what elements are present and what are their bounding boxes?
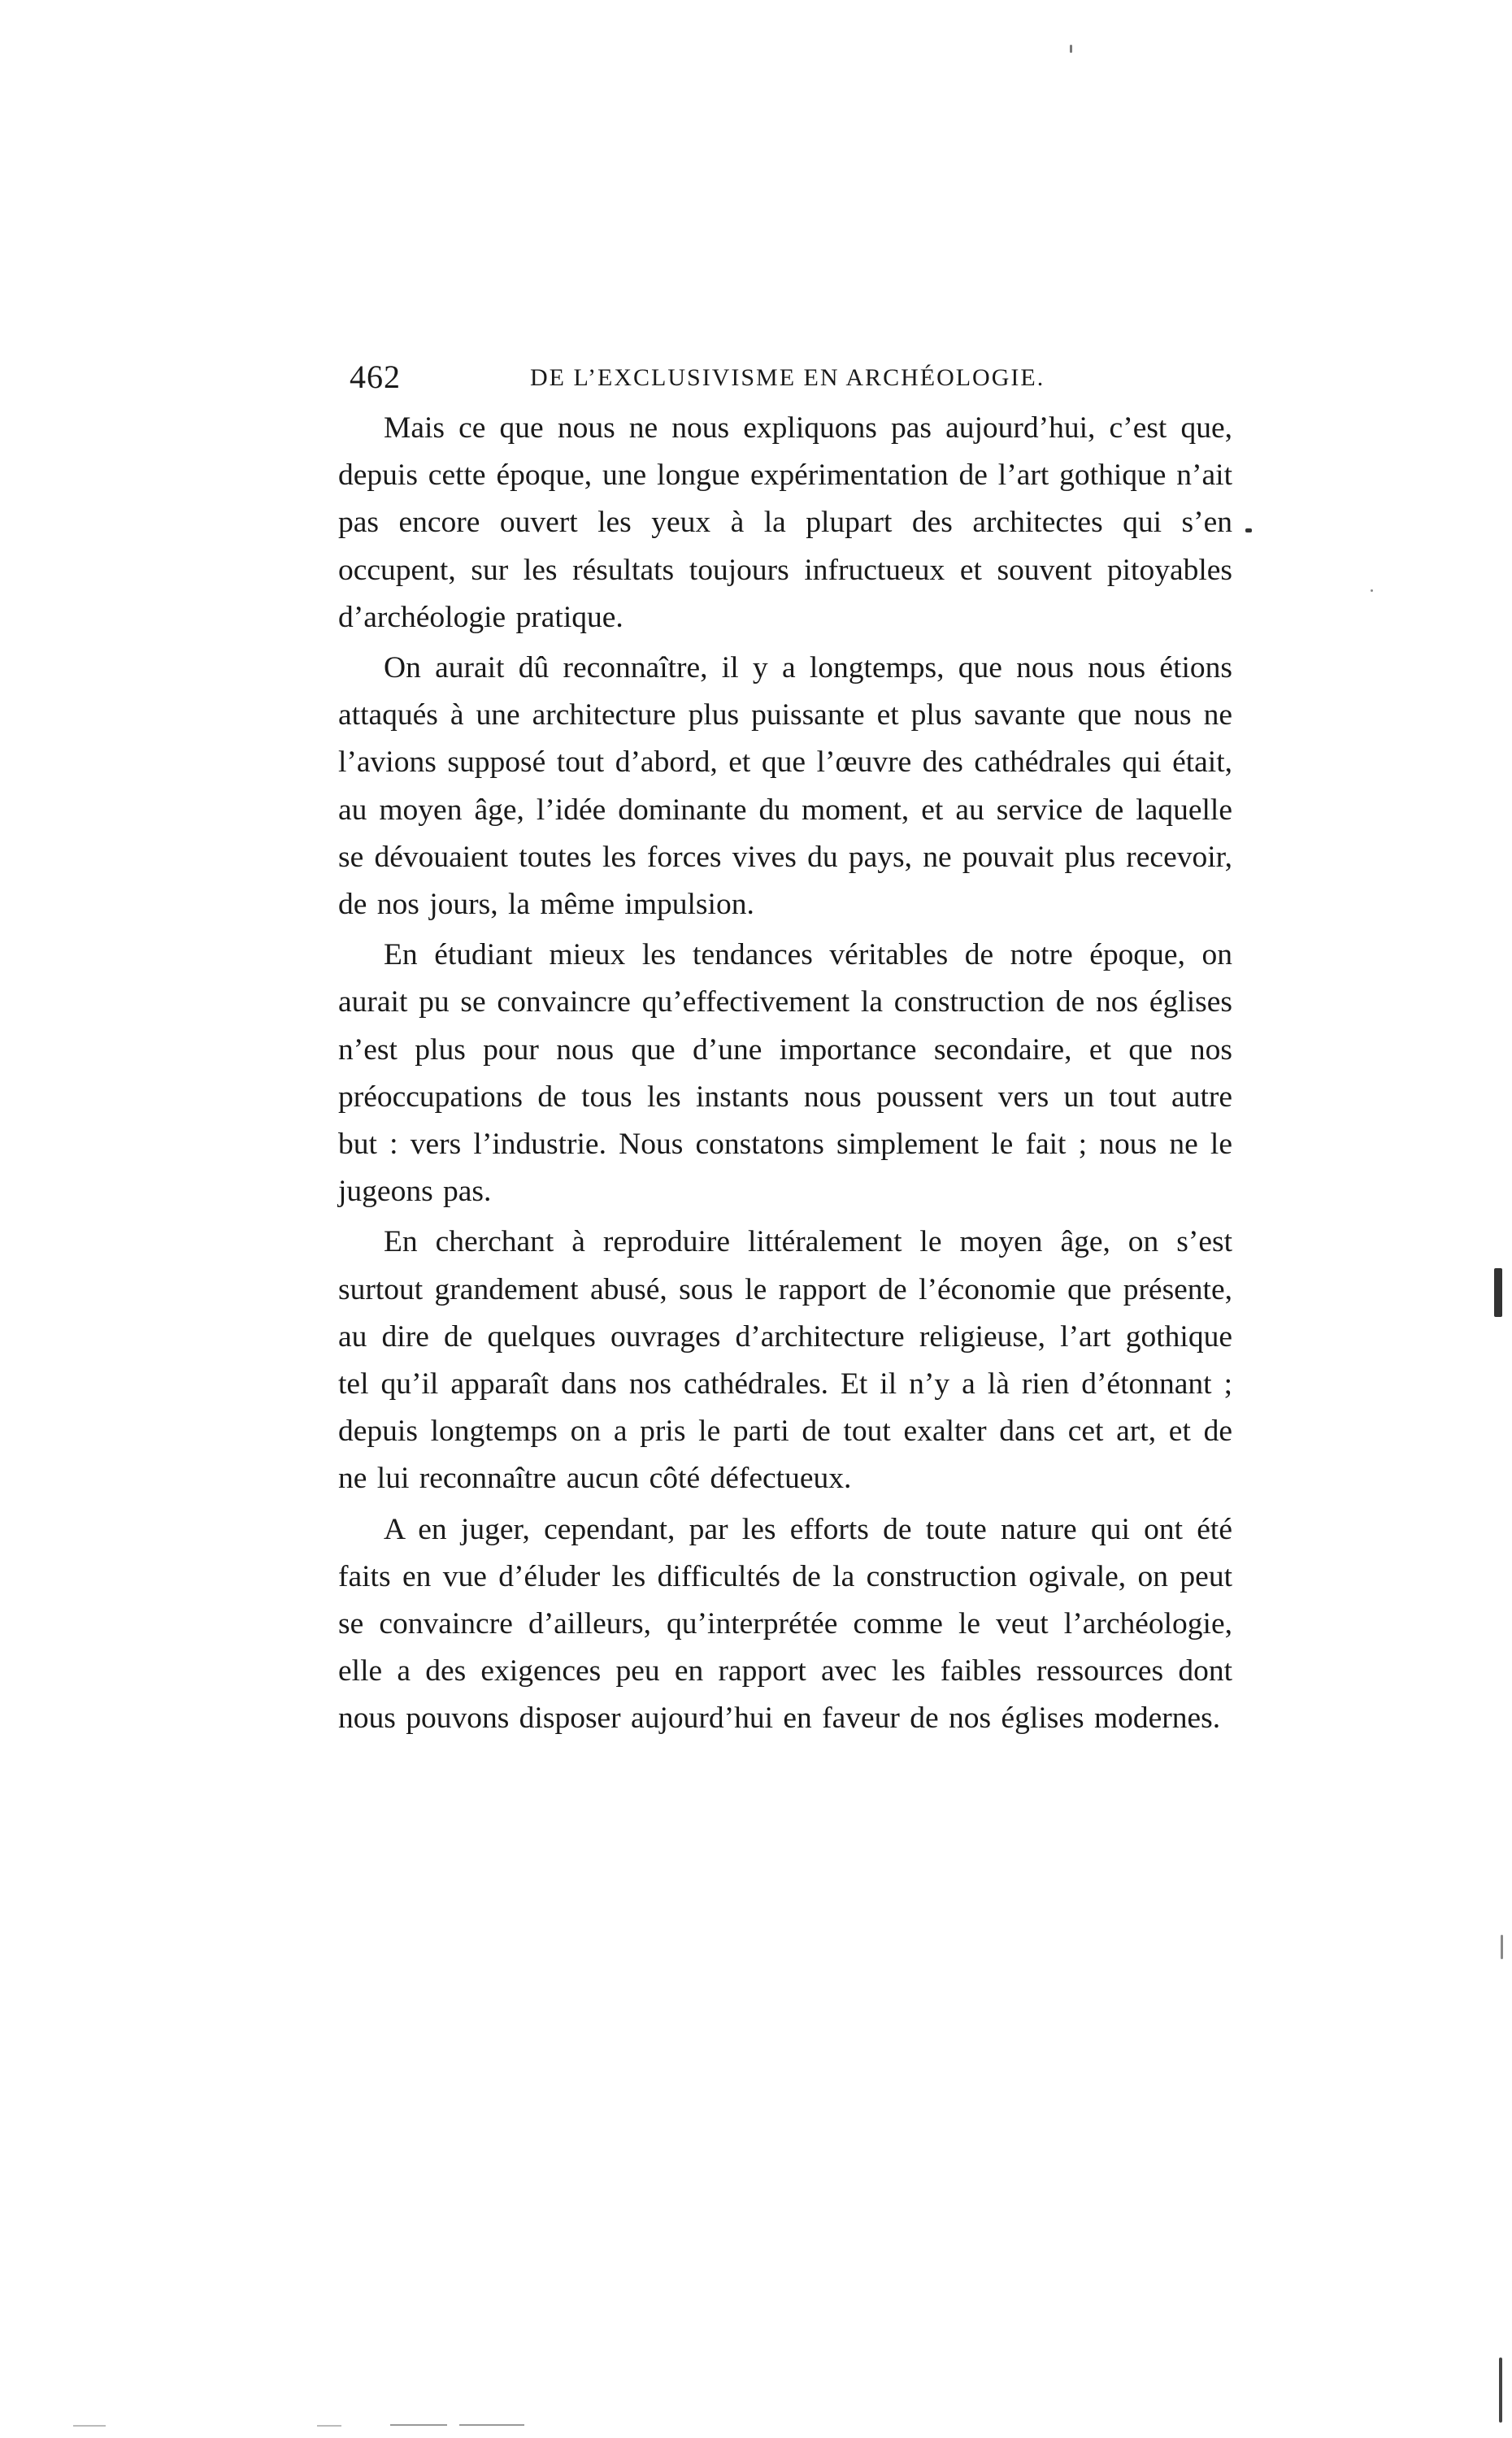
- margin-mark: [1245, 528, 1252, 532]
- page-number: 462: [350, 359, 401, 395]
- bottom-edge-mark: [317, 2425, 341, 2427]
- running-title: DE L’EXCLUSIVISME EN ARCHÉOLOGIE.: [530, 364, 1045, 391]
- bottom-edge-mark: [73, 2425, 106, 2427]
- paragraph-2: On aurait dû reconnaître, il y a longtemps, que nous nous étions attaqués à une architecture plus puissante et plus savante que nous ne l’avions supposé tout d’abord, et que l’œuvre des cathédrales qui était, au moyen âge, l’idée dominante du moment, et au service de laquelle se dévouaient toutes les forces vives du pays, ne pouvait plus recevoir, de nos jours, la même impulsion.: [338, 651, 1232, 922]
- paragraph-5: A en juger, cependant, par les efforts de toute nature qui ont été faits en vue d’éluder les difficultés de la construction ogivale, on peut se convaincre d’ailleurs, qu’interprétée comme le veut l’archéologie, elle a des exigences peu en rapport avec les faibles ressources dont nous pouvons disposer aujourd’hui en faveur de nos églises modernes.: [338, 1512, 1232, 1736]
- bottom-edge-mark: [390, 2424, 447, 2426]
- body-text: [338, 405, 1232, 1743]
- margin-mark: [1501, 1935, 1503, 1959]
- paragraph-4: En cherchant à reproduire littéralement le moyen âge, on s’est surtout grandement abusé, sous le rapport de l’économie que présente, au dire de quelques ouvrages d’architecture religieuse, l’art gothique tel qu’il apparaît dans nos cathédrales. Et il n’y a là rien d’étonnant ; depuis longtemps on a pris le parti de tout exalter dans cet art, et de ne lui reconnaître aucun côté défectueux.: [338, 1225, 1232, 1496]
- paragraph-3: En étudiant mieux les tendances véritables de notre époque, on aurait pu se convaincre qu’effectivement la construction de nos églises n’est plus pour nous que d’une importance secondaire, et que nos préoccupations de tous les instants nous poussent vers un tout autre but : vers l’industrie. Nous constatons simplement le fait ; nous ne le jugeons pas.: [338, 938, 1232, 1209]
- running-head: [350, 358, 1227, 406]
- margin-mark: [1070, 45, 1072, 53]
- margin-mark: [1494, 1268, 1502, 1317]
- paragraph-1: Mais ce que nous ne nous expliquons pas aujourd’hui, c’est que, depuis cette époque, une longue expérimentation de l’art gothique n’ait pas encore ouvert les yeux à la plupart des architectes qui s’en occupent, sur les résultats toujours infructueux et souvent pitoyables d’archéologie pratique.: [338, 411, 1232, 634]
- bottom-edge-mark: [459, 2424, 524, 2426]
- margin-mark: [1499, 2358, 1502, 2423]
- margin-mark: [1371, 589, 1373, 592]
